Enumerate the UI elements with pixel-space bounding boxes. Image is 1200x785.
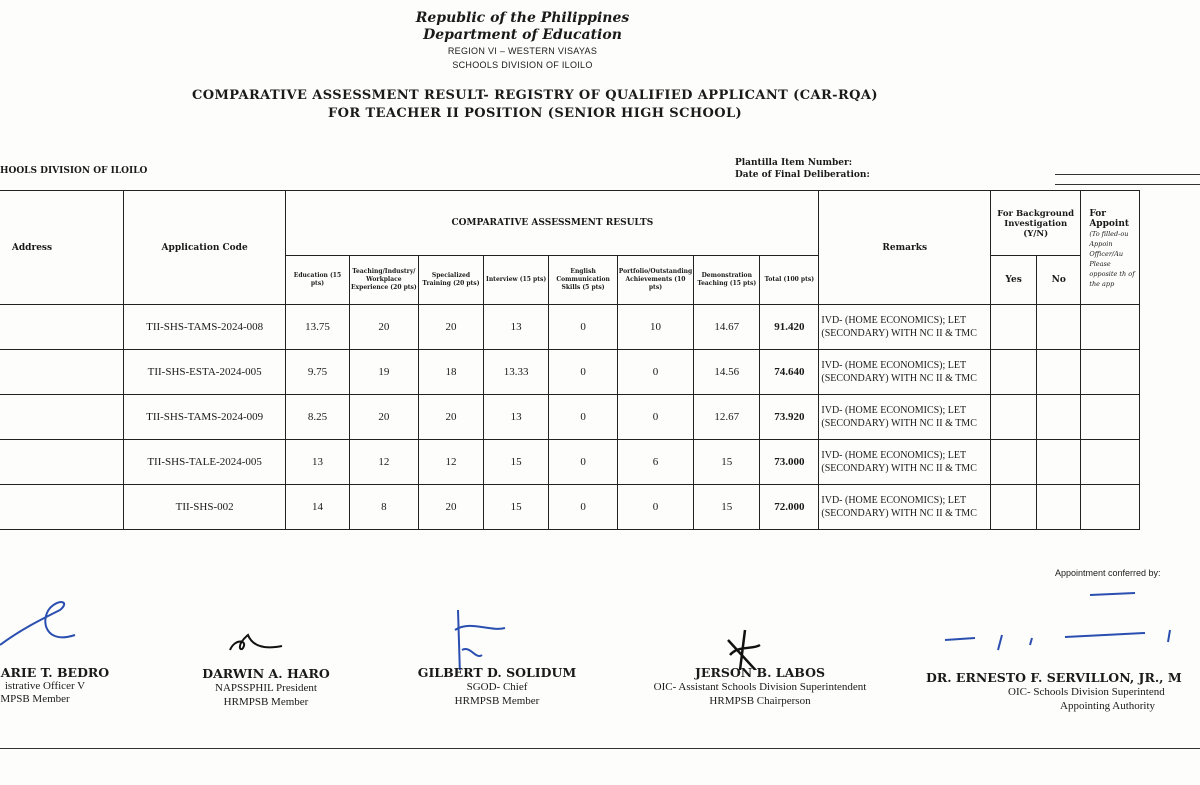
- total-header: Total (100 pts): [760, 256, 819, 305]
- signatory-4-role: HRMPSB Chairperson: [709, 695, 811, 707]
- teaching-cell: 12: [349, 440, 419, 485]
- remarks-line-2: (SECONDARY) WITH NC II & TMC: [821, 418, 977, 429]
- signatory-3-title: SGOD- Chief: [466, 681, 528, 693]
- english-cell: 0: [549, 485, 617, 530]
- training-cell: 20: [419, 485, 484, 530]
- code-cell: TII-SHS-TAMS-2024-009: [123, 395, 285, 440]
- demo-cell: 15: [694, 485, 760, 530]
- portfolio-header: Portfolio/Outstanding Achievements (10 pts): [617, 256, 693, 305]
- education-cell: 8.25: [286, 395, 349, 440]
- total-cell: 73.000: [760, 440, 819, 485]
- signatory-3-name: GILBERT D. SOLIDUM: [417, 665, 577, 680]
- remarks-cell: [819, 485, 991, 530]
- portfolio-cell: 6: [617, 440, 693, 485]
- total-cell: 91.420: [760, 305, 819, 350]
- english-skills-header: English Communication Skills (5 pts): [549, 256, 617, 305]
- conferred-by-label: Appointment conferred by:: [1055, 568, 1161, 578]
- interview-cell: 15: [483, 440, 549, 485]
- yes-header: Yes: [991, 256, 1037, 305]
- remarks-line-2: (SECONDARY) WITH NC II & TMC: [821, 508, 977, 519]
- specialized-training-header: Specialized Training (20 pts): [419, 256, 484, 305]
- demo-cell: 15: [694, 440, 760, 485]
- remarks-line-1: IVD- (HOME ECONOMICS); LET: [821, 450, 967, 461]
- interview-cell: 13: [483, 305, 549, 350]
- appointment-cell: [1081, 485, 1140, 530]
- english-cell: 0: [549, 440, 617, 485]
- table-row: [0, 350, 1140, 395]
- department-heading: Department of Education: [423, 27, 622, 43]
- signatory-1-title: istrative Officer V: [4, 680, 86, 692]
- address-cell: [0, 440, 123, 485]
- republic-heading: Republic of the Philippines: [415, 10, 630, 26]
- teaching-cell: 20: [349, 305, 419, 350]
- address-cell: [0, 485, 123, 530]
- yes-cell: [991, 440, 1037, 485]
- signatory-2-name: DARWIN A. HARO: [202, 666, 330, 681]
- appointment-cell: [1081, 440, 1140, 485]
- signatory-2-role: HRMPSB Member: [223, 696, 309, 708]
- signature-servillon: [945, 593, 1170, 650]
- yes-cell: [991, 350, 1037, 395]
- appointment-header: [1081, 191, 1140, 305]
- application-code-header: Application Code: [123, 191, 285, 305]
- address-cell: [0, 305, 123, 350]
- region-heading: REGION VI – WESTERN VISAYAS: [447, 46, 598, 56]
- signature-bedro: [0, 602, 75, 645]
- no-header: No: [1037, 256, 1081, 305]
- signature-labos: [728, 630, 760, 670]
- signatory-1-role: MPSB Member: [0, 693, 70, 705]
- education-cell: 14: [286, 485, 349, 530]
- no-cell: [1037, 485, 1081, 530]
- office-label: HOOLS DIVISION OF ILOILO: [0, 166, 148, 176]
- total-cell: 73.920: [760, 395, 819, 440]
- portfolio-cell: 10: [617, 305, 693, 350]
- signature-haro: [230, 635, 282, 650]
- training-cell: 12: [419, 440, 484, 485]
- deliberation-line: [1055, 184, 1200, 185]
- education-header: Education (15 pts): [286, 256, 349, 305]
- code-cell: TII-SHS-ESTA-2024-005: [123, 350, 285, 395]
- remarks-line-2: (SECONDARY) WITH NC II & TMC: [821, 463, 977, 474]
- training-cell: 18: [419, 350, 484, 395]
- no-cell: [1037, 305, 1081, 350]
- education-cell: 13: [286, 440, 349, 485]
- appointment-header-label: For Appoint: [1089, 209, 1130, 229]
- signatory-5-role: Appointing Authority: [1060, 700, 1156, 712]
- teaching-experience-header: Teaching/Industry/ Workplace Experience (20 pts): [349, 256, 419, 305]
- demo-cell: 14.67: [694, 305, 760, 350]
- signatory-5-name: DR. ERNESTO F. SERVILLON, JR., M: [926, 670, 1182, 685]
- no-cell: [1037, 350, 1081, 395]
- no-cell: [1037, 395, 1081, 440]
- portfolio-cell: 0: [617, 350, 693, 395]
- remarks-cell: [819, 350, 991, 395]
- demo-cell: 14.56: [694, 350, 760, 395]
- table-row: [0, 485, 1140, 530]
- total-cell: 72.000: [760, 485, 819, 530]
- english-cell: 0: [549, 395, 617, 440]
- english-cell: 0: [549, 350, 617, 395]
- signatory-5-title: OIC- Schools Division Superintend: [1008, 686, 1165, 698]
- assessment-table: [0, 190, 1140, 530]
- signatory-3-role: HRMPSB Member: [454, 695, 540, 707]
- remarks-line-2: (SECONDARY) WITH NC II & TMC: [821, 373, 977, 384]
- training-cell: 20: [419, 305, 484, 350]
- teaching-cell: 19: [349, 350, 419, 395]
- interview-cell: 15: [483, 485, 549, 530]
- plantilla-line: [1055, 174, 1200, 175]
- car-header: COMPARATIVE ASSESSMENT RESULTS: [286, 191, 819, 256]
- table-row: [0, 440, 1140, 485]
- demonstration-teaching-header: Demonstration Teaching (15 pts): [694, 256, 760, 305]
- demo-cell: 12.67: [694, 395, 760, 440]
- remarks-cell: [819, 305, 991, 350]
- appointment-cell: [1081, 350, 1140, 395]
- teaching-cell: 8: [349, 485, 419, 530]
- total-cell: 74.640: [760, 350, 819, 395]
- address-header: Address: [0, 191, 123, 305]
- portfolio-cell: 0: [617, 485, 693, 530]
- appointment-header-note: (To filled-ou Appoin Officer/Au Please opposite th of the app: [1089, 230, 1135, 288]
- remarks-line-1: IVD- (HOME ECONOMICS); LET: [821, 360, 967, 371]
- signatory-2-title: NAPSSPHIL President: [215, 682, 317, 694]
- address-cell: [0, 395, 123, 440]
- remarks-line-1: IVD- (HOME ECONOMICS); LET: [821, 315, 967, 326]
- no-cell: [1037, 440, 1081, 485]
- footer-rule: [0, 748, 1200, 749]
- education-cell: 13.75: [286, 305, 349, 350]
- interview-cell: 13.33: [483, 350, 549, 395]
- training-cell: 20: [419, 395, 484, 440]
- remarks-cell: [819, 440, 991, 485]
- code-cell: TII-SHS-TAMS-2024-008: [123, 305, 285, 350]
- signature-solidum: [455, 610, 505, 670]
- background-investigation-header: For Background Investigation (Y/N): [991, 191, 1081, 256]
- education-cell: 9.75: [286, 350, 349, 395]
- yes-cell: [991, 395, 1037, 440]
- yes-cell: [991, 485, 1037, 530]
- signatory-1-name: ARIE T. BEDRO: [0, 665, 110, 680]
- code-cell: TII-SHS-002: [123, 485, 285, 530]
- plantilla-label: Plantilla Item Number:: [735, 158, 853, 168]
- deliberation-label: Date of Final Deliberation:: [735, 170, 870, 180]
- division-heading: SCHOOLS DIVISION OF ILOILO: [452, 60, 593, 70]
- signature-strokes: [0, 590, 1200, 670]
- remarks-line-1: IVD- (HOME ECONOMICS); LET: [821, 405, 967, 416]
- interview-header: Interview (15 pts): [483, 256, 549, 305]
- table-row: [0, 395, 1140, 440]
- remarks-line-1: IVD- (HOME ECONOMICS); LET: [821, 495, 967, 506]
- signatory-4-title: OIC- Assistant Schools Division Superintendent: [653, 681, 867, 693]
- appointment-cell: [1081, 305, 1140, 350]
- address-cell: [0, 350, 123, 395]
- remarks-line-2: (SECONDARY) WITH NC II & TMC: [821, 328, 977, 339]
- yes-cell: [991, 305, 1037, 350]
- remarks-header: Remarks: [819, 191, 991, 305]
- english-cell: 0: [549, 305, 617, 350]
- portfolio-cell: 0: [617, 395, 693, 440]
- table-row: [0, 305, 1140, 350]
- remarks-cell: [819, 395, 991, 440]
- code-cell: TII-SHS-TALE-2024-005: [123, 440, 285, 485]
- document-subtitle: FOR TEACHER II POSITION (SENIOR HIGH SCHOOL): [328, 106, 743, 121]
- appointment-cell: [1081, 395, 1140, 440]
- interview-cell: 13: [483, 395, 549, 440]
- document-title: COMPARATIVE ASSESSMENT RESULT- REGISTRY OF QUALIFIED APPLICANT (CAR-RQA): [192, 88, 878, 103]
- signatory-4-name: JERSON B. LABOS: [695, 665, 825, 680]
- teaching-cell: 20: [349, 395, 419, 440]
